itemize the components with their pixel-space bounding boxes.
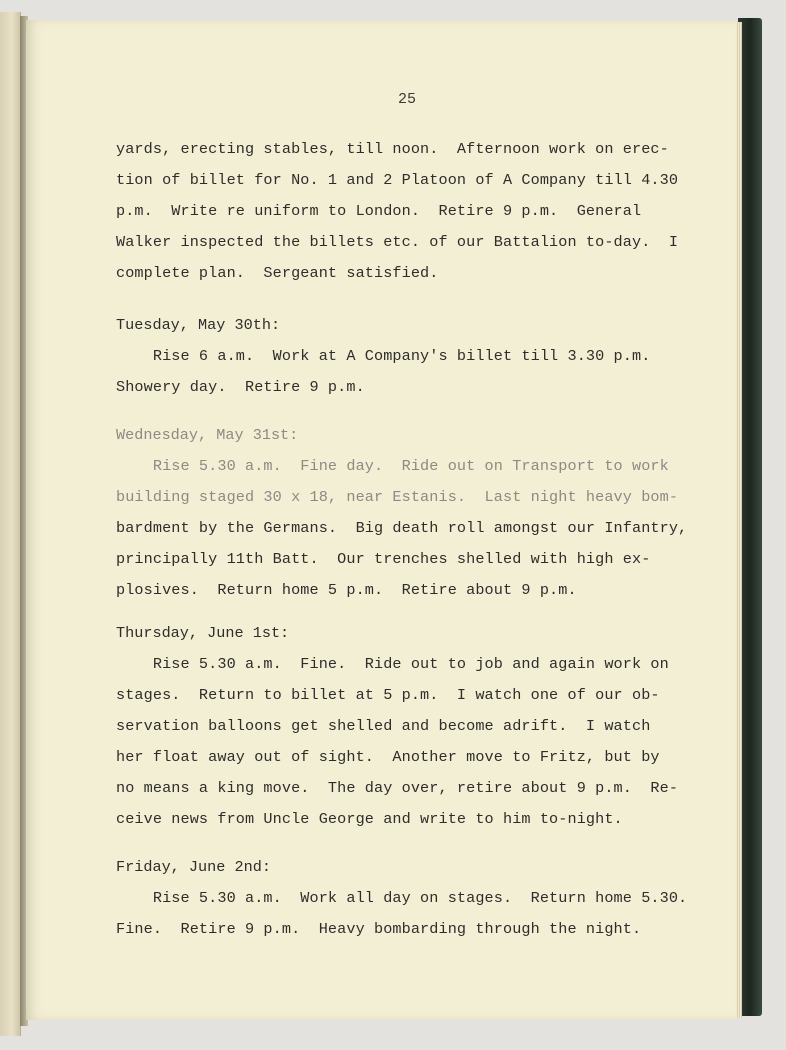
page-number: 25 xyxy=(398,91,417,108)
text-line: Rise 5.30 a.m. Fine. Ride out to job and again work on xyxy=(116,655,669,673)
text-line: Showery day. Retire 9 p.m. xyxy=(116,378,365,396)
entry-heading: Thursday, June 1st: xyxy=(116,624,290,642)
text-line: Rise 5.30 a.m. Fine day. Ride out on Transport to work xyxy=(116,457,669,475)
text-line: stages. Return to billet at 5 p.m. I watch one of our ob- xyxy=(116,686,660,704)
text-line: her float away out of sight. Another move to Fritz, but by xyxy=(116,748,660,766)
text-line: principally 11th Batt. Our trenches shelled with high ex- xyxy=(116,550,651,568)
entry-tuesday xyxy=(116,310,716,403)
text-line: yards, erecting stables, till noon. Afternoon work on erec- xyxy=(116,140,669,158)
text-line: servation balloons get shelled and become adrift. I watch xyxy=(116,717,651,735)
entry-friday xyxy=(116,852,716,945)
text-line: building staged 30 x 18, near Estanis. Last night heavy bom- xyxy=(116,488,679,506)
text-line: no means a king move. The day over, retire about 9 p.m. Re- xyxy=(116,779,679,797)
text-line: bardment by the Germans. Big death roll amongst our Infantry, xyxy=(116,519,688,537)
text-line: plosives. Return home 5 p.m. Retire about 9 p.m. xyxy=(116,581,577,599)
intro-paragraph xyxy=(116,134,716,289)
entry-heading: Friday, June 2nd: xyxy=(116,858,271,876)
entry-thursday xyxy=(116,618,716,835)
text-line: Rise 6 a.m. Work at A Company's billet till 3.30 p.m. xyxy=(116,347,651,365)
entry-heading: Wednesday, May 31st: xyxy=(116,426,299,444)
entry-heading: Tuesday, May 30th: xyxy=(116,316,281,334)
text-line: tion of billet for No. 1 and 2 Platoon of A Company till 4.30 xyxy=(116,171,679,189)
text-line: complete plan. Sergeant satisfied. xyxy=(116,264,439,282)
entry-wednesday xyxy=(116,420,716,606)
text-line: p.m. Write re uniform to London. Retire 9 p.m. General xyxy=(116,202,642,220)
text-line: Rise 5.30 a.m. Work all day on stages. Return home 5.30. xyxy=(116,889,688,907)
text-line: ceive news from Uncle George and write to him to-night. xyxy=(116,810,623,828)
facing-page-edge xyxy=(0,12,21,1036)
text-line: Fine. Retire 9 p.m. Heavy bombarding through the night. xyxy=(116,920,642,938)
text-line: Walker inspected the billets etc. of our Battalion to-day. I xyxy=(116,233,679,251)
